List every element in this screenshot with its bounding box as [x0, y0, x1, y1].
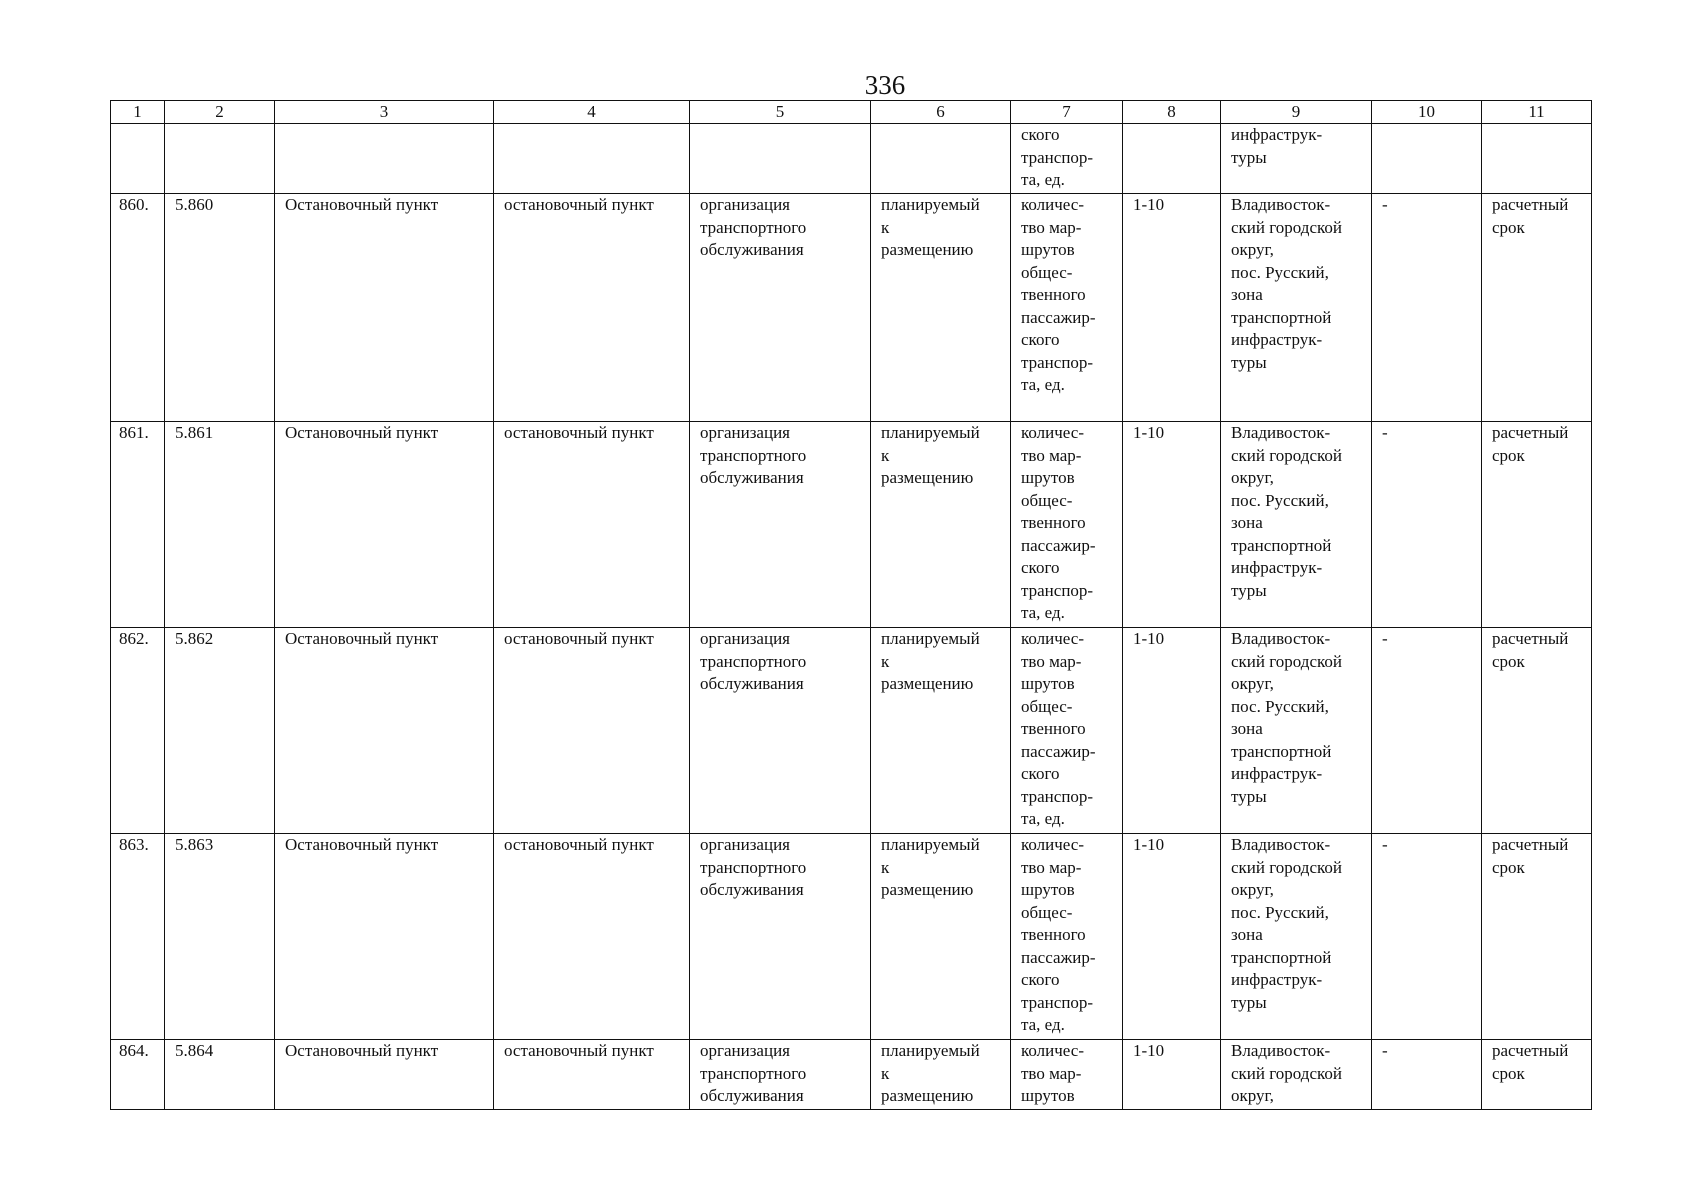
object-zone: -	[1372, 834, 1482, 1040]
column-header: 7	[1011, 101, 1123, 124]
table-row	[111, 194, 1592, 422]
table-row-continuation	[111, 124, 1592, 194]
row-number: 862.	[111, 628, 165, 834]
object-purpose: организация транспортного обслуживания	[690, 194, 871, 422]
object-status: планируемый к размещению	[871, 422, 1011, 628]
header-row	[111, 101, 1592, 124]
table-cell	[494, 124, 690, 194]
object-name: Остановочный пункт	[275, 628, 494, 834]
table-cell	[1123, 124, 1221, 194]
column-header: 8	[1123, 101, 1221, 124]
object-characteristic: количес- тво мар- шрутов общес- твенного пассажир- ского транспор- та, ед.	[1011, 628, 1123, 834]
object-type: остановочный пункт	[494, 834, 690, 1040]
object-term: расчетный срок	[1482, 628, 1592, 834]
object-value: 1-10	[1123, 1040, 1221, 1110]
object-name: Остановочный пункт	[275, 1040, 494, 1110]
object-location: Владивосток- ский городской округ, пос. Русский, зона транспортной инфраструк- туры	[1221, 422, 1372, 628]
table-cell	[871, 124, 1011, 194]
object-term: расчетный срок	[1482, 1040, 1592, 1110]
object-type: остановочный пункт	[494, 628, 690, 834]
object-type: остановочный пункт	[494, 1040, 690, 1110]
object-purpose: организация транспортного обслуживания	[690, 834, 871, 1040]
object-zone: -	[1372, 422, 1482, 628]
object-zone: -	[1372, 628, 1482, 834]
column-header: 9	[1221, 101, 1372, 124]
object-code: 5.861	[165, 422, 275, 628]
object-term: расчетный срок	[1482, 194, 1592, 422]
table-cell	[1372, 124, 1482, 194]
table-row	[111, 1040, 1592, 1110]
table-cell	[690, 124, 871, 194]
object-characteristic: количес- тво мар- шрутов общес- твенного пассажир- ского транспор- та, ед.	[1011, 194, 1123, 422]
object-characteristic: количес- тво мар- шрутов общес- твенного пассажир- ского транспор- та, ед.	[1011, 422, 1123, 628]
object-term: расчетный срок	[1482, 422, 1592, 628]
object-name: Остановочный пункт	[275, 422, 494, 628]
data-table	[110, 100, 1592, 1110]
object-characteristic: количес- тво мар- шрутов	[1011, 1040, 1123, 1110]
object-purpose: организация транспортного обслуживания	[690, 1040, 871, 1110]
column-header: 6	[871, 101, 1011, 124]
table-cell: инфраструк- туры	[1221, 124, 1372, 194]
object-name: Остановочный пункт	[275, 194, 494, 422]
object-location: Владивосток- ский городской округ, пос. Русский, зона транспортной инфраструк- туры	[1221, 628, 1372, 834]
table-cell	[1482, 124, 1592, 194]
object-location: Владивосток- ский городской округ, пос. Русский, зона транспортной инфраструк- туры	[1221, 834, 1372, 1040]
object-name: Остановочный пункт	[275, 834, 494, 1040]
table-cell	[111, 124, 165, 194]
object-value: 1-10	[1123, 628, 1221, 834]
object-zone: -	[1372, 1040, 1482, 1110]
row-number: 861.	[111, 422, 165, 628]
object-status: планируемый к размещению	[871, 628, 1011, 834]
row-number: 864.	[111, 1040, 165, 1110]
column-header: 1	[111, 101, 165, 124]
object-location: Владивосток- ский городской округ, пос. Русский, зона транспортной инфраструк- туры	[1221, 194, 1372, 422]
table-row	[111, 628, 1592, 834]
object-zone: -	[1372, 194, 1482, 422]
object-location: Владивосток- ский городской округ,	[1221, 1040, 1372, 1110]
object-purpose: организация транспортного обслуживания	[690, 628, 871, 834]
object-value: 1-10	[1123, 834, 1221, 1040]
object-status: планируемый к размещению	[871, 194, 1011, 422]
table-cell: ского транспор- та, ед.	[1011, 124, 1123, 194]
table-cell	[275, 124, 494, 194]
object-code: 5.864	[165, 1040, 275, 1110]
column-header: 2	[165, 101, 275, 124]
table-row	[111, 422, 1592, 628]
column-header: 4	[494, 101, 690, 124]
object-term: расчетный срок	[1482, 834, 1592, 1040]
column-header: 5	[690, 101, 871, 124]
object-value: 1-10	[1123, 422, 1221, 628]
column-header: 11	[1482, 101, 1592, 124]
object-code: 5.860	[165, 194, 275, 422]
object-code: 5.862	[165, 628, 275, 834]
column-header: 10	[1372, 101, 1482, 124]
table-cell	[165, 124, 275, 194]
object-purpose: организация транспортного обслуживания	[690, 422, 871, 628]
object-type: остановочный пункт	[494, 422, 690, 628]
object-code: 5.863	[165, 834, 275, 1040]
object-value: 1-10	[1123, 194, 1221, 422]
row-number: 863.	[111, 834, 165, 1040]
object-characteristic: количес- тво мар- шрутов общес- твенного пассажир- ского транспор- та, ед.	[1011, 834, 1123, 1040]
object-status: планируемый к размещению	[871, 834, 1011, 1040]
column-header: 3	[275, 101, 494, 124]
row-number: 860.	[111, 194, 165, 422]
table-row	[111, 834, 1592, 1040]
object-type: остановочный пункт	[494, 194, 690, 422]
object-status: планируемый к размещению	[871, 1040, 1011, 1110]
page-number: 336	[864, 70, 906, 100]
